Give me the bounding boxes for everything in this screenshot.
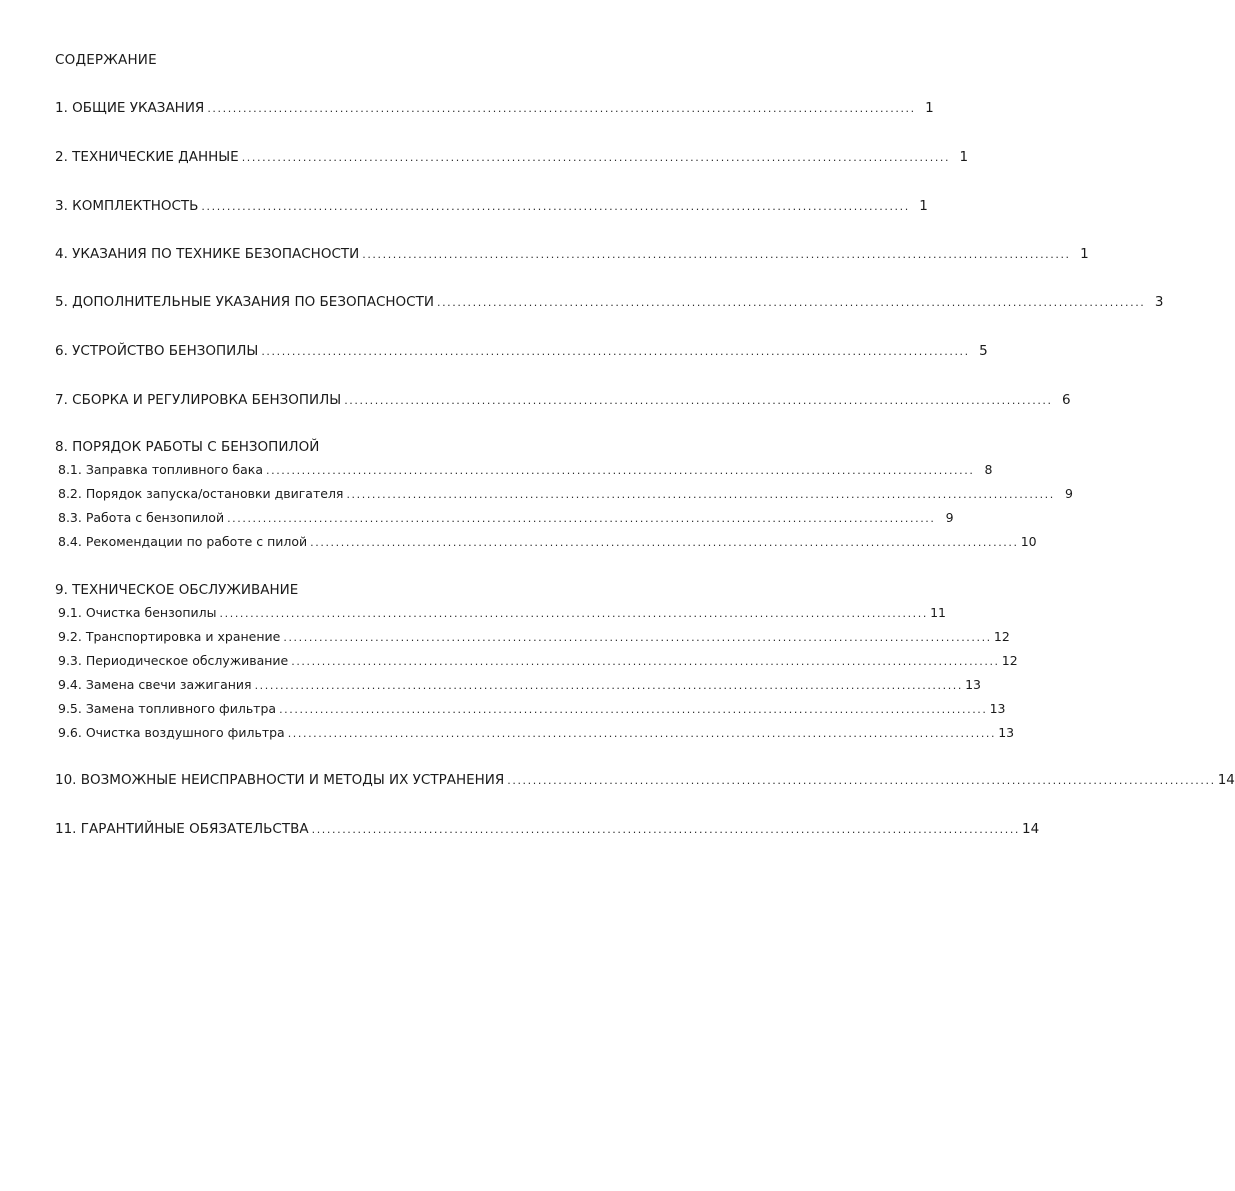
toc-leader-dots: ........................................................................................................................................... [310,536,1019,549]
toc-leader-dots: ........................................................................................................................................... [219,607,928,620]
toc-entry-8-3 [58,510,954,530]
toc-entry-text: 5. ДОПОЛНИТЕЛЬНЫЕ УКАЗАНИЯ ПО БЕЗОПАСНОСТИ [55,294,434,310]
toc-entry-7 [55,392,1071,412]
toc-leader-dots: ........................................................................................................................................... [241,151,951,164]
toc-entry-text: 10. ВОЗМОЖНЫЕ НЕИСПРАВНОСТИ И МЕТОДЫ ИХ УСТРАНЕНИЯ [55,772,505,788]
toc-entry-text: 8.1. Заправка топливного бака [58,462,263,477]
toc-leader-dots: ........................................................................................................................................... [207,102,916,115]
page-title: СОДЕРЖАНИЕ [55,52,157,68]
toc-page-number: 8 [984,462,993,477]
toc-page-number: 13 [989,701,1006,716]
toc-entry-8-1 [58,462,993,482]
toc-entry-1 [55,100,934,120]
toc-entry-text: 2. ТЕХНИЧЕСКИЕ ДАННЫЕ [55,149,239,165]
toc-page-number: 1 [925,100,934,116]
toc-entry-text: 9.2. Транспортировка и хранение [58,629,281,644]
toc-leader-dots: ........................................................................................................................................... [291,655,1000,668]
toc-page-number: 14 [1022,821,1040,837]
toc-leader-dots: ........................................................................................................................................... [436,296,1146,309]
toc-leader-dots: ........................................................................................................................................... [283,631,992,644]
toc-entry-9-4 [58,677,982,697]
toc-leader-dots: ........................................................................................................................................... [254,679,964,692]
toc-page-number: 1 [959,149,969,165]
toc-leader-dots: ........................................................................................................................................... [201,200,910,213]
toc-entry-9-6 [58,725,1015,745]
toc-section-heading-8 [55,439,695,459]
toc-page-number: 5 [979,343,988,359]
toc-entry-text: 9.3. Периодическое обслуживание [58,653,289,668]
toc-page-number: 14 [1217,772,1235,788]
toc-entry-text: 8. ПОРЯДОК РАБОТЫ С БЕНЗОПИЛОЙ [55,439,320,455]
toc-leader-dots: ........................................................................................................................................... [346,488,1055,501]
toc-entry-text: 9.6. Очистка воздушного фильтра [58,725,285,740]
toc-page-number: 10 [1020,534,1037,549]
toc-entry-text: 4. УКАЗАНИЯ ПО ТЕХНИКЕ БЕЗОПАСНОСТИ [55,246,360,262]
toc-page-number: 13 [965,677,982,692]
toc-page-number: 12 [993,629,1010,644]
toc-entry-text: 9.1. Очистка бензопилы [58,605,217,620]
toc-entry-2 [55,149,969,169]
toc-leader-dots: ........................................................................................................................................... [279,703,988,716]
toc-entry-8-4 [58,534,1037,554]
toc-page-number: 11 [930,605,946,620]
toc-leader-dots: ........................................................................................................................................... [344,394,1053,407]
toc-entry-4 [55,246,1089,266]
toc-entry-text: 7. СБОРКА И РЕГУЛИРОВКА БЕНЗОПИЛЫ [55,392,342,408]
toc-entry-text: 9.4. Замена свечи зажигания [58,677,252,692]
toc-leader-dots: ........................................................................................................................................... [227,512,936,525]
toc-entry-text: 9.5. Замена топливного фильтра [58,701,277,716]
toc-page-number: 3 [1154,294,1164,310]
toc-entry-9-3 [58,653,1018,673]
toc-entry-text: 6. УСТРОЙСТВО БЕНЗОПИЛЫ [55,343,259,359]
toc-entry-9-5 [58,701,1006,721]
toc-page-number: 6 [1062,392,1071,408]
toc-entry-10 [55,772,1235,792]
toc-leader-dots: ........................................................................................................................................... [287,727,997,740]
toc-leader-dots: ........................................................................................................................................... [507,774,1216,787]
toc-entry-text: 1. ОБЩИЕ УКАЗАНИЯ [55,100,205,116]
toc-leader-dots: ........................................................................................................................................... [311,823,1021,836]
toc-entry-text: 8.4. Рекомендации по работе с пилой [58,534,308,549]
toc-entry-text: 8.3. Работа с бензопилой [58,510,225,525]
toc-page-number: 9 [945,510,954,525]
toc-page-number: 9 [1064,486,1073,501]
toc-entry-text: 8.2. Порядок запуска/остановки двигателя [58,486,344,501]
toc-entry-9-1 [58,605,946,625]
toc-page-number: 12 [1001,653,1018,668]
toc-page-number: 1 [919,198,928,214]
toc-leader-dots: ........................................................................................................................................... [261,345,970,358]
toc-leader-dots: ........................................................................................................................................... [362,248,1071,261]
toc-entry-8-2 [58,486,1073,506]
toc-leader-dots: ........................................................................................................................................... [266,464,975,477]
toc-entry-5 [55,294,1164,314]
toc-page-number: 13 [998,725,1015,740]
toc-entry-6 [55,343,988,363]
toc-page-number: 1 [1080,246,1089,262]
toc-section-heading-9 [55,582,695,602]
toc-entry-text: 3. КОМПЛЕКТНОСТЬ [55,198,199,214]
toc-entry-11 [55,821,1040,841]
toc-entry-text: 9. ТЕХНИЧЕСКОЕ ОБСЛУЖИВАНИЕ [55,582,299,598]
toc-entry-text: 11. ГАРАНТИЙНЫЕ ОБЯЗАТЕЛЬСТВА [55,821,309,837]
toc-entry-3 [55,198,928,218]
toc-entry-9-2 [58,629,1010,649]
